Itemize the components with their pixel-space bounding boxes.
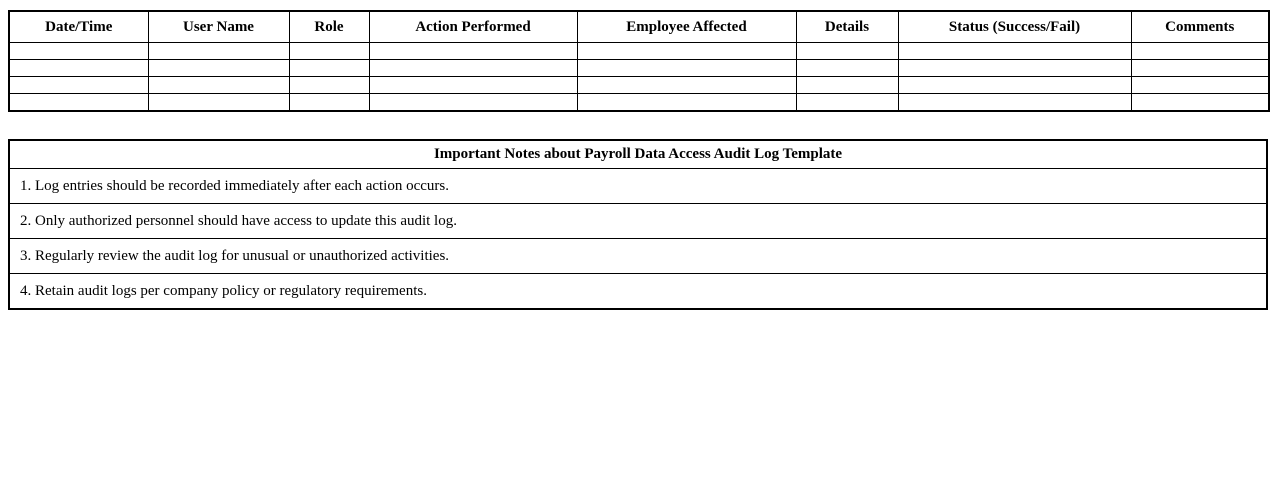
audit-log-row [9,94,1269,112]
cell-date-time[interactable] [9,43,148,60]
cell-user-name[interactable] [148,94,289,112]
cell-employee-affected[interactable] [577,60,796,77]
cell-details[interactable] [796,60,898,77]
audit-log-table [8,10,1270,112]
note-row [9,274,1267,310]
cell-status[interactable] [898,43,1131,60]
notes-table [8,139,1268,310]
note-item: 2. Only authorized personnel should have access to update this audit log. [9,204,1267,239]
cell-details[interactable] [796,43,898,60]
cell-status[interactable] [898,77,1131,94]
column-header-role: Role [289,11,369,43]
cell-date-time[interactable] [9,77,148,94]
note-item: 4. Retain audit logs per company policy or regulatory requirements. [9,274,1267,310]
cell-details[interactable] [796,77,898,94]
cell-action-performed[interactable] [369,94,577,112]
cell-comments[interactable] [1131,60,1269,77]
column-header-employee-affected: Employee Affected [577,11,796,43]
cell-role[interactable] [289,43,369,60]
column-header-comments: Comments [1131,11,1269,43]
cell-role[interactable] [289,77,369,94]
cell-role[interactable] [289,94,369,112]
audit-log-header-row [9,11,1269,43]
cell-action-performed[interactable] [369,43,577,60]
cell-details[interactable] [796,94,898,112]
note-row [9,204,1267,239]
note-item: 3. Regularly review the audit log for unusual or unauthorized activities. [9,239,1267,274]
cell-comments[interactable] [1131,94,1269,112]
cell-employee-affected[interactable] [577,94,796,112]
notes-title-row [9,140,1267,169]
cell-employee-affected[interactable] [577,77,796,94]
note-row [9,239,1267,274]
cell-date-time[interactable] [9,94,148,112]
cell-comments[interactable] [1131,77,1269,94]
cell-action-performed[interactable] [369,60,577,77]
column-header-details: Details [796,11,898,43]
audit-log-row [9,77,1269,94]
column-header-date-time: Date/Time [9,11,148,43]
cell-user-name[interactable] [148,43,289,60]
note-item: 1. Log entries should be recorded immediately after each action occurs. [9,169,1267,204]
note-row [9,169,1267,204]
audit-log-row [9,43,1269,60]
notes-title: Important Notes about Payroll Data Access Audit Log Template [9,140,1267,169]
cell-status[interactable] [898,94,1131,112]
cell-status[interactable] [898,60,1131,77]
cell-user-name[interactable] [148,60,289,77]
cell-date-time[interactable] [9,60,148,77]
cell-action-performed[interactable] [369,77,577,94]
cell-role[interactable] [289,60,369,77]
column-header-status: Status (Success/Fail) [898,11,1131,43]
audit-log-row [9,60,1269,77]
cell-comments[interactable] [1131,43,1269,60]
cell-employee-affected[interactable] [577,43,796,60]
column-header-user-name: User Name [148,11,289,43]
column-header-action-performed: Action Performed [369,11,577,43]
cell-user-name[interactable] [148,77,289,94]
